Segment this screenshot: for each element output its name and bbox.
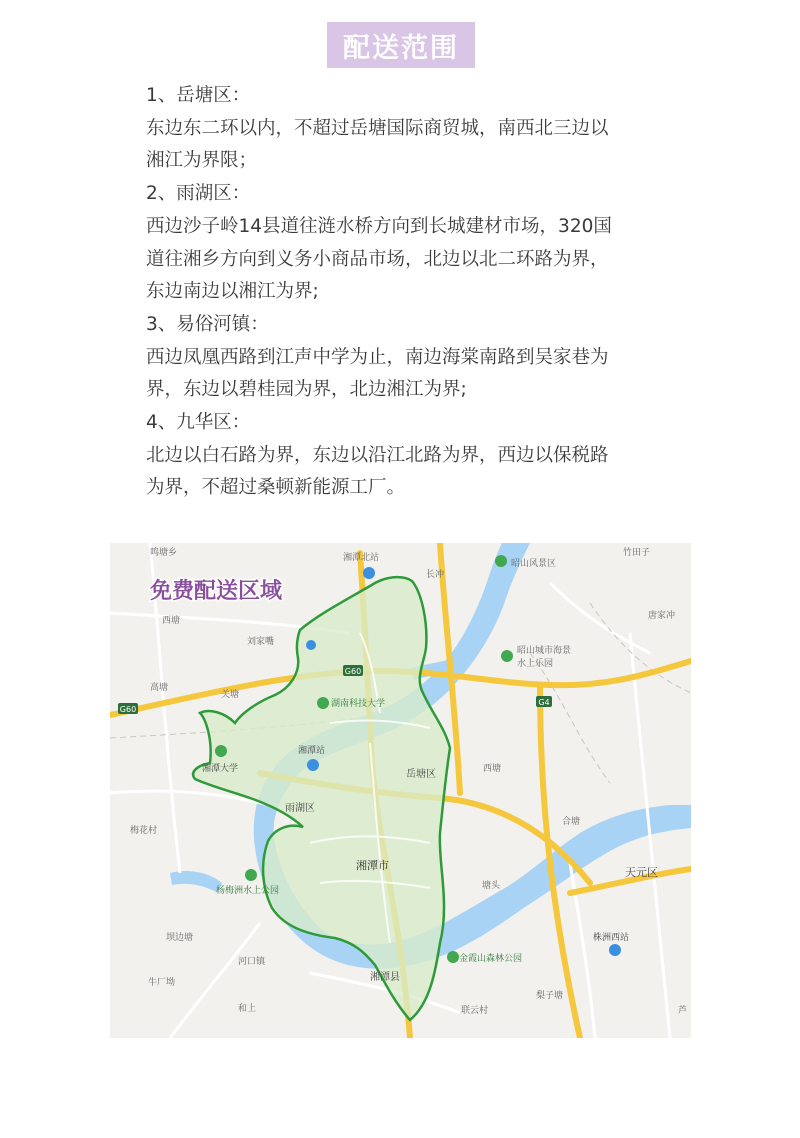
map-label: 湘潭站 — [298, 746, 326, 756]
district-desc-line: 东边东二环以内，不超过岳塘国际商贸城，南西北三边以 — [146, 117, 609, 139]
map-label: 湖南科技大学 — [331, 699, 386, 709]
park-icon — [447, 951, 459, 963]
district-heading-yuhu: 2、雨湖区： — [146, 183, 251, 205]
map-label: 杨梅洲水上公园 — [216, 886, 280, 896]
park-icon — [501, 650, 513, 662]
map-label: 竹田子 — [623, 548, 651, 558]
map-label: 坝边塘 — [166, 933, 194, 943]
g60-shield: G60 — [344, 667, 362, 676]
park-icon — [245, 869, 257, 881]
district-desc-line: 东边南边以湘江为界; — [146, 281, 319, 303]
university-icon — [317, 697, 329, 709]
district-desc-line: 湘江为界限； — [146, 150, 258, 172]
map-label: 和上 — [238, 1004, 257, 1014]
map-label: 昭山风景区 — [511, 559, 557, 569]
delivery-range-text — [146, 80, 666, 505]
district-heading-yuetang: 1、岳塘区： — [146, 85, 251, 106]
map-label: 雨湖区 — [285, 803, 315, 814]
map-label: 湘潭北站 — [343, 553, 380, 563]
map-label: 鸣塘乡 — [150, 548, 178, 558]
map-label: 湘潭大学 — [202, 764, 239, 774]
map-heading: 免费配送区域 — [150, 579, 283, 604]
district-desc-line: 西边沙子岭14县道往涟水桥方向到长城建材市场，320国 — [146, 215, 612, 237]
district-desc-line: 为界，不超过桑顿新能源工厂。 — [146, 477, 406, 499]
station-icon — [363, 567, 375, 579]
map-label: 天元区 — [625, 866, 658, 879]
map-canvas — [110, 543, 691, 1038]
district-heading-yisuhe: 3、易俗河镇： — [146, 313, 269, 335]
map-label: 梅花村 — [130, 826, 158, 836]
map-label: 长冲 — [426, 570, 445, 580]
district-heading-jiuhua: 4、九华区： — [146, 412, 251, 434]
district-desc-line: 西边凤凰西路到江声中学为止，南边海棠南路到吴家巷为 — [146, 346, 609, 368]
map-label: 昭山城市海景 — [517, 646, 572, 656]
map-label: 河口镇 — [238, 957, 266, 967]
location-dot-icon — [306, 640, 316, 650]
delivery-map — [110, 543, 691, 1038]
map-label: 合塘 — [562, 817, 581, 827]
map-label: 梨子塘 — [536, 991, 564, 1001]
district-desc-line: 北边以白石路为界，东边以沿江北路为界，西边以保税路 — [146, 444, 609, 466]
map-label: 株洲西站 — [593, 933, 630, 943]
map-label: 芦 — [678, 1006, 688, 1016]
map-label: 唐家冲 — [648, 611, 676, 621]
map-label: 联云村 — [461, 1006, 489, 1016]
map-label: 牛厂坳 — [148, 978, 176, 988]
university-icon — [215, 745, 227, 757]
district-desc-line: 道往湘乡方向到义务小商品市场，北边以北二环路为界， — [146, 248, 609, 270]
map-label: 岳塘区 — [406, 769, 436, 780]
map-label: 关塘 — [221, 690, 240, 700]
map-label: 塘头 — [482, 881, 501, 891]
district-desc-line: 界，东边以碧桂园为界，北边湘江为界; — [146, 379, 467, 401]
station-icon — [307, 759, 319, 771]
map-label: 金霞山森林公园 — [459, 954, 523, 964]
g4-shield: G4 — [538, 698, 550, 707]
scenic-icon — [495, 555, 507, 567]
page-title: 配送范围 — [327, 22, 475, 68]
map-label: 西塘 — [483, 764, 502, 774]
map-label: 高塘 — [150, 683, 169, 693]
map-label: 西塘 — [162, 616, 181, 626]
g60-shield: G60 — [119, 705, 137, 714]
map-label: 湘潭县 — [370, 972, 400, 983]
map-label: 湘潭市 — [356, 859, 389, 872]
map-label: 刘家嘴 — [247, 637, 275, 647]
map-label: 水上乐园 — [517, 659, 554, 669]
station-icon — [609, 944, 621, 956]
